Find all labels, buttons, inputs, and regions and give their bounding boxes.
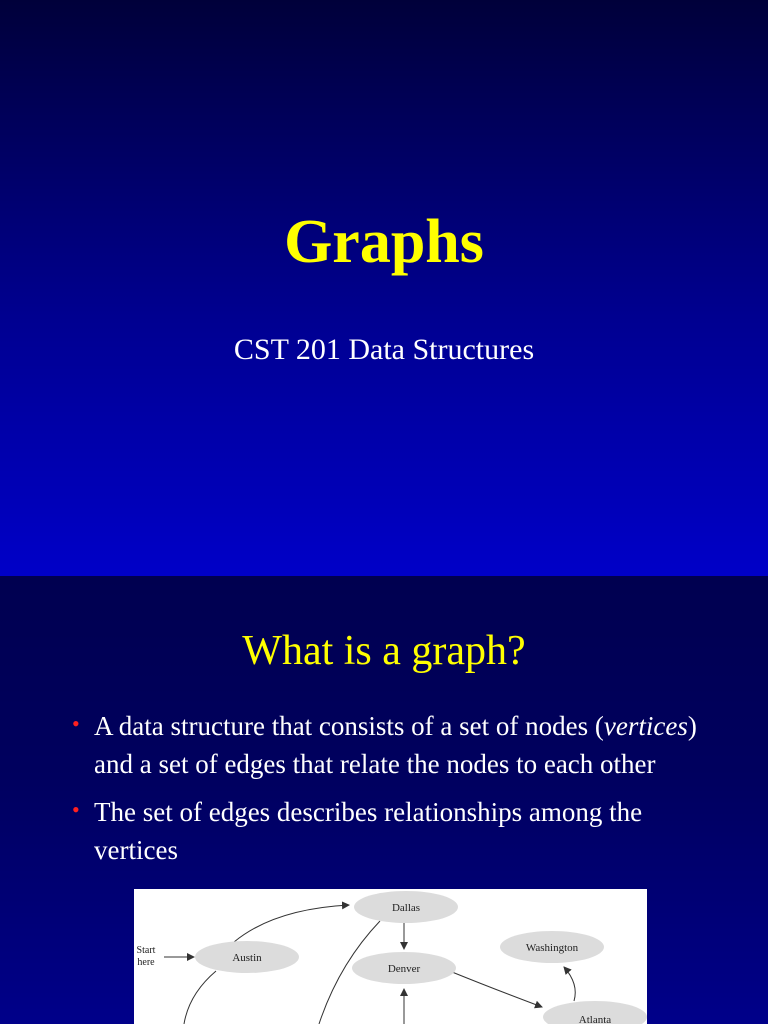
start-label-line1: Start [136, 945, 156, 956]
node-austin [195, 941, 299, 973]
edge-austin-dallas [234, 905, 349, 942]
node-denver-label: Denver [387, 963, 421, 975]
bullet-item [72, 793, 712, 869]
graph-figure [134, 889, 647, 1024]
graph-diagram [134, 889, 647, 1024]
bullet-list [72, 707, 712, 879]
slide-heading: What is a graph? [242, 628, 526, 674]
node-atlanta-label: Atlanta [578, 1014, 612, 1024]
node-austin-label: Austin [232, 952, 262, 964]
node-atlanta [543, 1001, 647, 1024]
bullet-text-pre: A data structure that consists of a set of nodes ( [94, 711, 604, 741]
bullet-text: The set of edges describes relationships among the vertices [94, 797, 643, 865]
slide-subtitle: CST 201 Data Structures [233, 333, 535, 366]
bullet-dot-icon: • [72, 797, 80, 822]
bullet-text-italic: vertices [603, 711, 688, 741]
slide-what-is-a-graph [0, 576, 768, 1024]
bullet-text-post: ) and a set of edges that relate the nodes to each other [94, 711, 697, 779]
node-denver [352, 952, 456, 984]
start-label-line2: here [137, 957, 155, 968]
node-dallas-label: Dallas [391, 902, 421, 914]
node-washington [500, 931, 604, 963]
bullet-item [72, 707, 712, 783]
edge-denver-atlanta [452, 972, 542, 1007]
edge-atlanta-washington [564, 967, 575, 1001]
slide-title-heading: Graphs [284, 208, 484, 276]
node-washington-label: Washington [525, 942, 579, 954]
edge-austin-down [184, 971, 216, 1024]
node-dallas [354, 891, 458, 923]
bullet-dot-icon: • [72, 711, 80, 736]
